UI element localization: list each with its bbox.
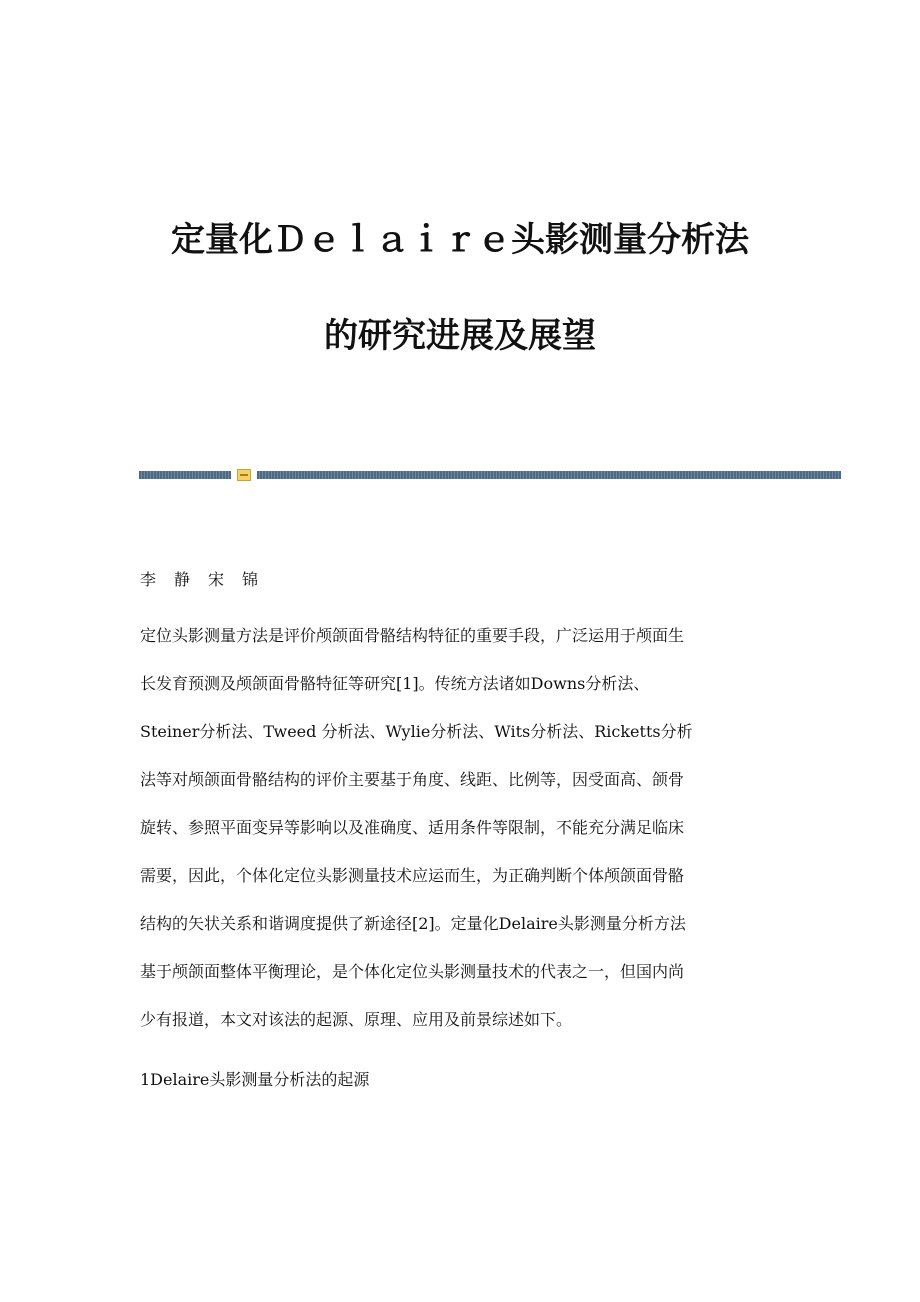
author-name-char: 宋 [208, 570, 225, 589]
paragraph-line: Steiner分析法、Tweed 分析法、Wylie分析法、Wits分析法、Ricketts分析 [140, 722, 693, 741]
paragraph-line: 法等对颅颌面骨骼结构的评价主要基于角度、线距、比例等，因受面高、颌骨 [140, 770, 685, 789]
author-line [140, 568, 276, 592]
author-name-char: 锦 [242, 570, 259, 589]
paragraph-line: 需要，因此，个体化定位头影测量技术应运而生，为正确判断个体颅颌面骨骼 [140, 866, 685, 885]
paragraph-line: 旋转、参照平面变异等影响以及准确度、适用条件等限制，不能充分满足临床 [140, 818, 685, 837]
paragraph-line: 定位头影测量方法是评价颅颌面骨骼结构特征的重要手段，广泛运用于颅面生 [140, 626, 685, 645]
document-title-line-2: 的研究进展及展望 [324, 316, 596, 356]
divider-bar-right [257, 471, 841, 479]
divider-ornament-icon [237, 469, 251, 481]
paragraph-line: 结构的矢状关系和谐调度提供了新途径[2]。定量化Delaire头影测量分析方法 [140, 914, 686, 933]
paragraph-line: 基于颅颌面整体平衡理论，是个体化定位头影测量技术的代表之一，但国内尚 [140, 962, 685, 981]
author-name-char: 李 [140, 570, 157, 589]
divider-bar-left [139, 471, 231, 479]
paragraph-line: 少有报道，本文对该法的起源、原理、应用及前景综述如下。 [140, 1010, 573, 1029]
paragraph-line: 长发育预测及颅颌面骨骼特征等研究[1]。传统方法诸如Downs分析法、 [140, 674, 650, 693]
document-title-line-1: 定量化Ｄｅｌａｉｒｅ头影测量分析法 [171, 220, 749, 260]
author-name-char: 静 [174, 570, 191, 589]
abstract-paragraph [140, 620, 780, 1052]
section-heading: 1Delaire头影测量分析法的起源 [140, 1070, 370, 1089]
decorative-divider [139, 468, 841, 482]
